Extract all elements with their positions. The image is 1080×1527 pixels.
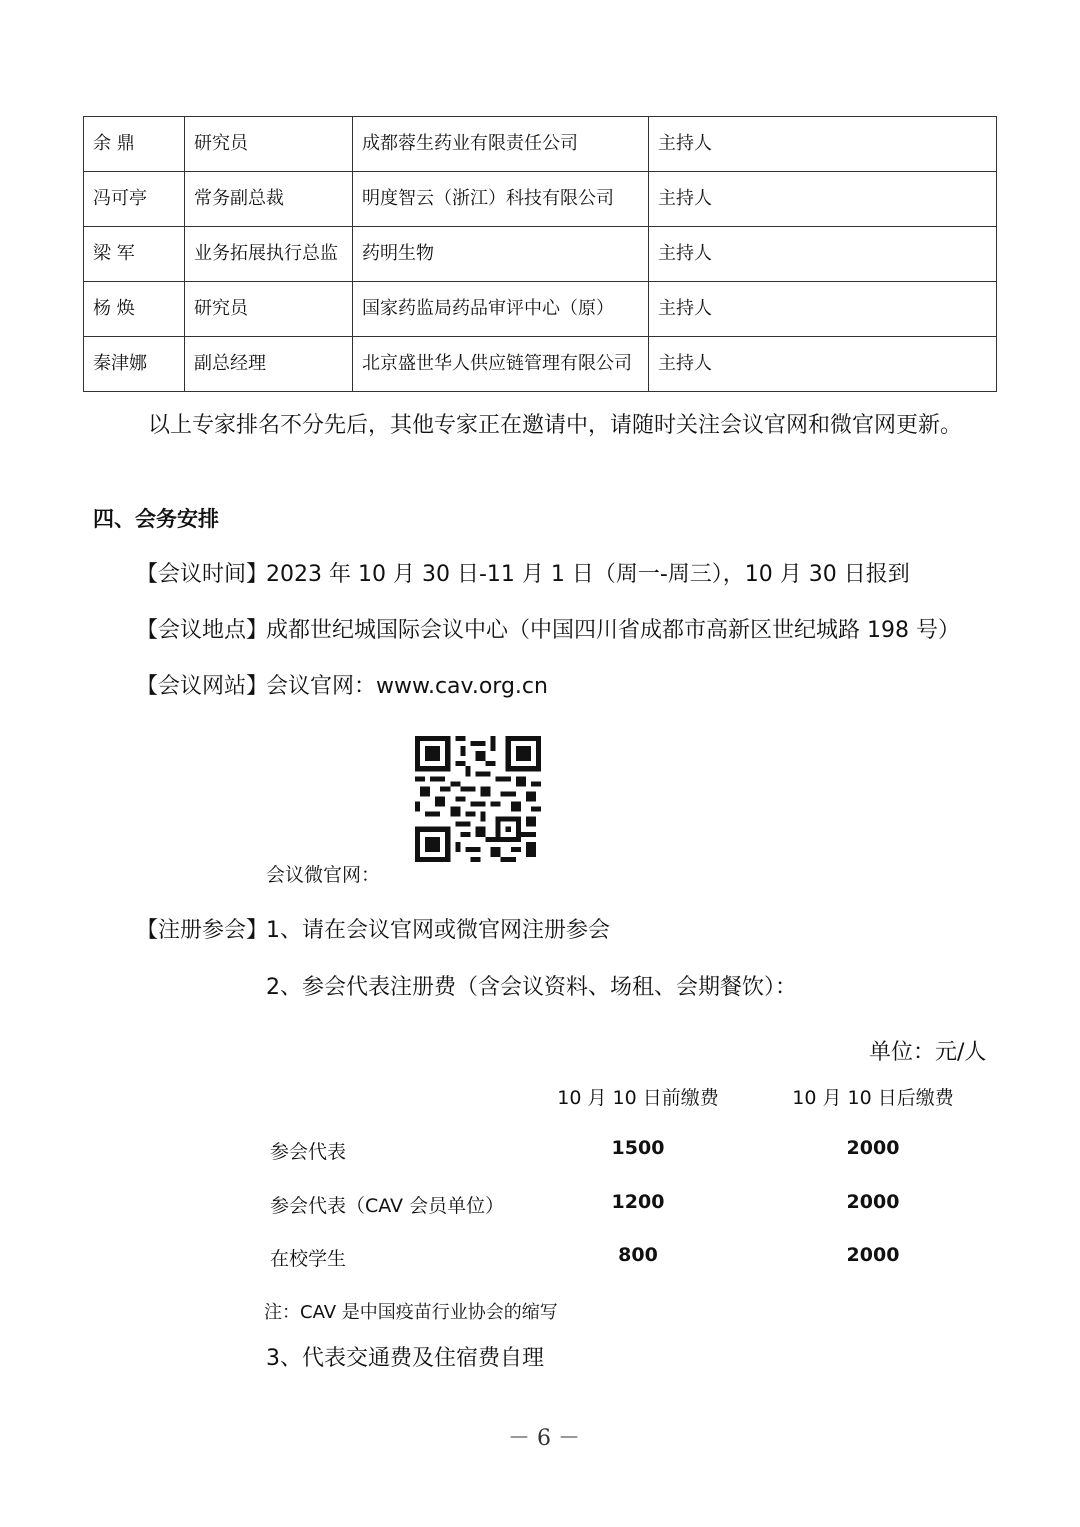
fee-before: 1200 xyxy=(611,1191,665,1213)
fee-before: 800 xyxy=(618,1244,658,1266)
fee-after: 2000 xyxy=(846,1137,900,1159)
expert-org: 成都蓉生药业有限责任公司 xyxy=(353,117,649,172)
fee-unit: 单位：元/人 xyxy=(869,1040,987,1065)
expert-name: 余 鼎 xyxy=(84,117,185,172)
meeting-site-value: 会议官网：www.cav.org.cn xyxy=(266,674,548,699)
fee-type: 在校学生 xyxy=(270,1248,347,1270)
expert-title: 业务拓展执行总监 xyxy=(185,227,353,282)
expert-name: 梁 军 xyxy=(84,227,185,282)
expert-org: 国家药监局药品审评中心（原） xyxy=(353,282,649,337)
registration-item-1: 1、请在会议官网或微官网注册参会 xyxy=(266,918,610,943)
fee-col-after: 10 月 10 日后缴费 xyxy=(792,1087,954,1109)
expert-role: 主持人 xyxy=(649,337,997,392)
expert-org: 药明生物 xyxy=(353,227,649,282)
expert-role: 主持人 xyxy=(649,227,997,282)
table-row xyxy=(84,117,997,172)
meeting-place-value: 成都世纪城国际会议中心（中国四川省成都市高新区世纪城路 198 号） xyxy=(266,618,960,643)
expert-title: 研究员 xyxy=(185,282,353,337)
expert-org: 明度智云（浙江）科技有限公司 xyxy=(353,172,649,227)
registration-item-3: 3、代表交通费及住宿费自理 xyxy=(266,1346,544,1371)
qr-code-icon xyxy=(414,736,542,862)
fee-type: 参会代表 xyxy=(270,1141,347,1163)
expert-role: 主持人 xyxy=(649,172,997,227)
expert-title: 常务副总裁 xyxy=(185,172,353,227)
expert-name: 秦津娜 xyxy=(84,337,185,392)
expert-table xyxy=(83,116,997,392)
fee-col-before: 10 月 10 日前缴费 xyxy=(557,1087,719,1109)
fee-note: 注：CAV 是中国疫苗行业协会的缩写 xyxy=(264,1302,558,1323)
expert-note: 以上专家排名不分先后，其他专家正在邀请中，请随时关注会议官网和微官网更新。 xyxy=(148,413,963,438)
fee-type: 参会代表（CAV 会员单位） xyxy=(270,1195,505,1217)
page-number: － 6 － xyxy=(508,1426,580,1451)
section-heading: 四、会务安排 xyxy=(93,507,219,531)
fee-after: 2000 xyxy=(846,1191,900,1213)
fee-after: 2000 xyxy=(846,1244,900,1266)
fee-before: 1500 xyxy=(611,1137,665,1159)
registration-label: 【注册参会】 xyxy=(136,918,269,943)
expert-org: 北京盛世华人供应链管理有限公司 xyxy=(353,337,649,392)
expert-title: 研究员 xyxy=(185,117,353,172)
table-row xyxy=(84,282,997,337)
expert-role: 主持人 xyxy=(649,117,997,172)
expert-title: 副总经理 xyxy=(185,337,353,392)
meeting-time-value: 2023 年 10 月 30 日-11 月 1 日（周一-周三），10 月 30 日报到 xyxy=(266,562,910,587)
expert-name: 冯可亭 xyxy=(84,172,185,227)
meeting-site-label: 【会议网站】 xyxy=(136,674,269,699)
table-row xyxy=(84,337,997,392)
table-row xyxy=(84,227,997,282)
table-row xyxy=(84,172,997,227)
meeting-time-label: 【会议时间】 xyxy=(136,562,269,587)
wechat-site-label: 会议微官网： xyxy=(266,864,381,886)
meeting-place-label: 【会议地点】 xyxy=(136,618,269,643)
expert-name: 杨 焕 xyxy=(84,282,185,337)
expert-role: 主持人 xyxy=(649,282,997,337)
registration-item-2: 2、参会代表注册费（含会议资料、场租、会期餐饮）： xyxy=(266,975,797,1000)
